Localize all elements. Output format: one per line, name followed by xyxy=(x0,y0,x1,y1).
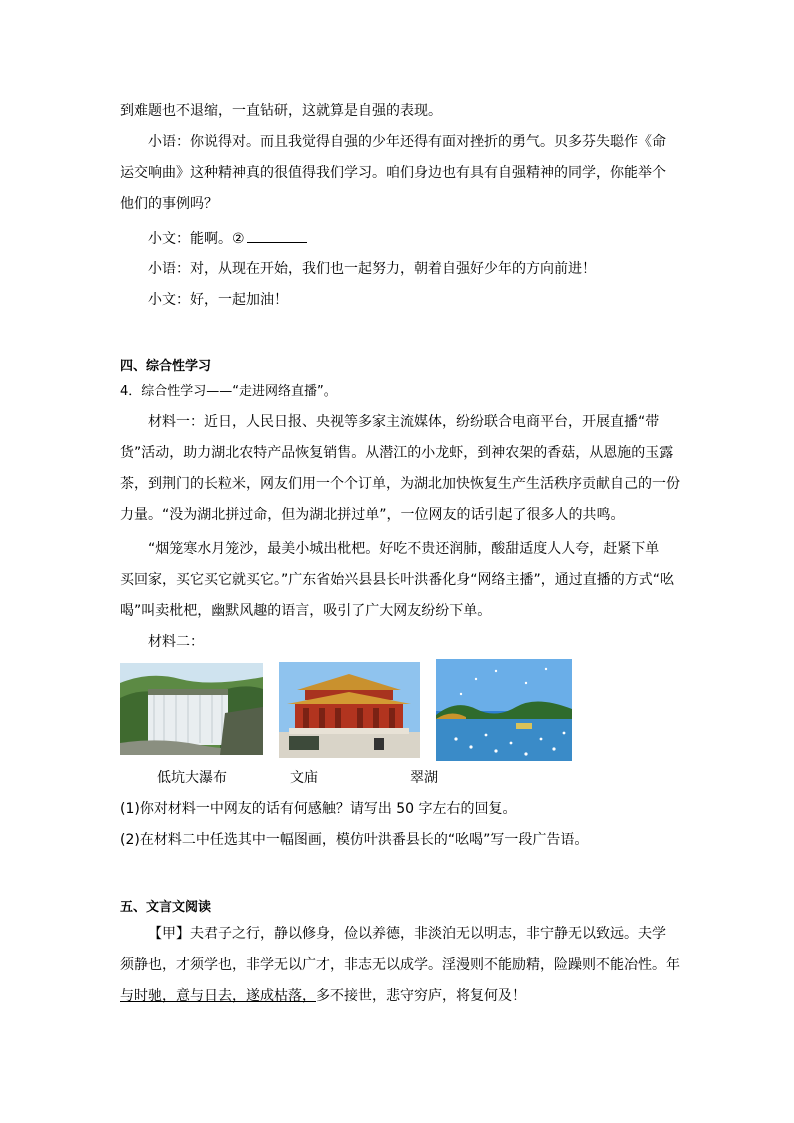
caption-temple: 文庙 xyxy=(290,770,318,786)
material-1-line-6: 买回家，买它买它就买它。”广东省始兴县县长叶洪番化身“网络主播”，通过直播的方式“吆 xyxy=(120,572,675,588)
dialogue-line-3: 运交响曲》这种精神真的很值得我们学习。咱们身边也有具有自强精神的同学，你能举个 xyxy=(120,165,666,181)
section-4-heading: 四、综合性学习 xyxy=(120,359,212,374)
dialogue-line-2: 小语：你说得对。而且我觉得自强的少年还得有面对挫折的勇气。贝多芬失聪作《命 xyxy=(148,134,666,150)
lake-photo xyxy=(436,659,572,761)
classical-text-line-1: 【甲】夫君子之行，静以修身，俭以养德，非淡泊无以明志，非宁静无以致远。夫学 xyxy=(148,926,666,942)
material-1-line-4: 力量。“没为湖北拼过命，但为湖北拼过单”，一位网友的话引起了很多人的共鸣。 xyxy=(120,507,625,523)
caption-waterfall: 低坑大瀑布 xyxy=(157,770,227,786)
material-1-line-2: 货”活动，助力湖北农特产品恢复销售。从潜江的小龙虾，到神农架的香菇，从恩施的玉露 xyxy=(120,445,674,461)
question-4: 4．综合性学习——“走进网络直播”。 xyxy=(120,384,337,399)
material-2-label: 材料二： xyxy=(148,634,204,650)
classical-text-line-3 xyxy=(120,986,526,1006)
dialogue-line-5-text: 小文：能啊。② xyxy=(148,231,245,247)
dialogue-line-6: 小语：对，从现在开始，我们也一起努力，朝着自强好少年的方向前进！ xyxy=(148,261,596,277)
dialogue-line-7: 小文：好，一起加油！ xyxy=(148,292,288,308)
classical-text-line-2: 须静也，才须学也，非学无以广才，非志无以成学。淫漫则不能励精，险躁则不能冶性。年 xyxy=(120,957,680,973)
material-1-line-7: 喝”叫卖枇杷，幽默风趣的语言，吸引了广大网友纷纷下单。 xyxy=(120,603,492,619)
dialogue-line-1: 到难题也不退缩，一直钻研，这就算是自强的表现。 xyxy=(120,103,442,119)
section-5-heading: 五、文言文阅读 xyxy=(120,900,212,915)
dialogue-line-4: 他们的事例吗？ xyxy=(120,196,218,212)
material-1-line-1: 材料一：近日，人民日报、央视等多家主流媒体，纷纷联合电商平台，开展直播“带 xyxy=(148,414,660,430)
material-1-line-3: 茶，到荆门的长粒米，网友们用一个个订单，为湖北加快恢复生产生活秩序贡献自己的一份 xyxy=(120,476,680,492)
question-4-part-2: (2)在材料二中任选其中一幅图画，模仿叶洪番县长的“吆喝”写一段广告语。 xyxy=(120,832,589,848)
caption-lake: 翠湖 xyxy=(410,770,438,786)
waterfall-photo xyxy=(120,663,263,755)
material-1-line-5: “烟笼寒水月笼沙，最美小城出枇杷。好吃不贵还润肺，酸甜适度人人夸，赶紧下单 xyxy=(148,541,660,557)
question-4-part-1: (1)你对材料一中网友的话有何感触？请写出 50 字左右的回复。 xyxy=(120,801,517,817)
underlined-phrase: 与时驰，意与日去，遂成枯落， xyxy=(120,988,316,1004)
classical-text-line-3-rest: 多不接世，悲守穷庐，将复何及！ xyxy=(316,988,526,1004)
dialogue-line-5 xyxy=(148,228,307,249)
temple-photo xyxy=(279,662,420,758)
answer-blank[interactable] xyxy=(247,228,307,243)
